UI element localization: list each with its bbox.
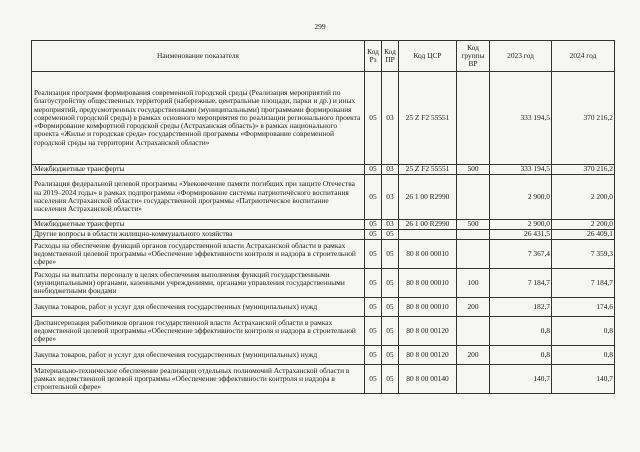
cell-vr: 200 <box>457 346 490 365</box>
cell-pr: 05 <box>382 298 399 317</box>
cell-y2024: 140,7 <box>552 365 615 394</box>
table-row <box>32 175 615 220</box>
header-2023: 2023 год <box>490 41 552 72</box>
table-row <box>32 317 615 346</box>
cell-pr: 05 <box>382 346 399 365</box>
cell-rz: 05 <box>365 230 382 240</box>
table-row <box>32 230 615 240</box>
cell-pr: 05 <box>382 365 399 394</box>
cell-y2023: 333 194,5 <box>490 72 552 165</box>
cell-name: Закупка товаров, работ и услуг для обеспечения государственных (муниципальных) нужд <box>32 346 365 365</box>
cell-y2024: 174,6 <box>552 298 615 317</box>
cell-pr: 03 <box>382 165 399 175</box>
header-vr: Код группы ВР <box>457 41 490 72</box>
cell-vr <box>457 230 490 240</box>
cell-csr: 80 8 00 00120 <box>399 346 457 365</box>
cell-name: Диспансеризация работников органов государственной власти Астраханской области в рамках ведомственной целевой программы «Обеспечение эффективности контроля и надзора в строительной сфере» <box>32 317 365 346</box>
cell-y2024: 26 409,1 <box>552 230 615 240</box>
table-row <box>32 365 615 394</box>
cell-y2023: 333 194,5 <box>490 165 552 175</box>
cell-vr <box>457 365 490 394</box>
cell-csr: 25 Z F2 55551 <box>399 165 457 175</box>
cell-y2023: 182,7 <box>490 298 552 317</box>
cell-vr <box>457 240 490 269</box>
cell-y2024: 0,8 <box>552 317 615 346</box>
table-row <box>32 72 615 165</box>
cell-pr: 05 <box>382 240 399 269</box>
header-csr: Код ЦСР <box>399 41 457 72</box>
cell-y2023: 7 367,4 <box>490 240 552 269</box>
table-row <box>32 240 615 269</box>
cell-rz: 05 <box>365 269 382 298</box>
cell-y2023: 26 431,5 <box>490 230 552 240</box>
cell-pr: 03 <box>382 175 399 220</box>
cell-name: Материально-техническое обеспечение реализации отдельных полномочий Астраханской области в рамках ведомственной целевой программы «Обеспечение эффективности контроля и надзора в строительной сфере» <box>32 365 365 394</box>
cell-csr: 26 1 00 R2990 <box>399 175 457 220</box>
cell-rz: 05 <box>365 317 382 346</box>
cell-csr <box>399 230 457 240</box>
cell-csr: 80 8 00 00010 <box>399 269 457 298</box>
header-name: Наименование показателя <box>32 41 365 72</box>
cell-vr: 100 <box>457 269 490 298</box>
header-rz: Код Рз <box>365 41 382 72</box>
cell-name: Реализация федеральной целевой программы «Увековечение памяти погибших при защите Отечества на 2019–2024 годы» в рамках подпрограммы «Формирование системы патриотического воспитания населения Астраханской области» государственной программы «Патриотическое воспитание населения Астраханской области» <box>32 175 365 220</box>
cell-y2023: 7 184,7 <box>490 269 552 298</box>
table-row <box>32 346 615 365</box>
cell-rz: 05 <box>365 175 382 220</box>
cell-vr <box>457 72 490 165</box>
budget-table <box>31 40 615 394</box>
cell-y2024: 7 184,7 <box>552 269 615 298</box>
cell-csr: 80 8 00 00120 <box>399 317 457 346</box>
cell-y2024: 2 200,0 <box>552 220 615 230</box>
cell-name: Расходы на выплаты персоналу в целях обеспечения выполнения функций государственными (муниципальными) органами, казенными учреждениями, органами управления государственными внебюджетными фондами <box>32 269 365 298</box>
cell-name: Другие вопросы в области жилищно-коммунального хозяйства <box>32 230 365 240</box>
cell-rz: 05 <box>365 365 382 394</box>
cell-y2024: 0,8 <box>552 346 615 365</box>
cell-pr: 05 <box>382 317 399 346</box>
cell-rz: 05 <box>365 72 382 165</box>
cell-rz: 05 <box>365 346 382 365</box>
cell-y2023: 140,7 <box>490 365 552 394</box>
cell-rz: 05 <box>365 220 382 230</box>
cell-csr: 25 Z F2 55551 <box>399 72 457 165</box>
cell-rz: 05 <box>365 298 382 317</box>
cell-pr: 05 <box>382 230 399 240</box>
table-row <box>32 165 615 175</box>
cell-name: Закупка товаров, работ и услуг для обеспечения государственных (муниципальных) нужд <box>32 298 365 317</box>
cell-y2023: 2 900,0 <box>490 175 552 220</box>
header-2024: 2024 год <box>552 41 615 72</box>
cell-rz: 05 <box>365 240 382 269</box>
cell-name: Межбюджетные трансферты <box>32 165 365 175</box>
cell-name: Межбюджетные трансферты <box>32 220 365 230</box>
cell-y2024: 2 200,0 <box>552 175 615 220</box>
cell-pr: 05 <box>382 269 399 298</box>
cell-pr: 03 <box>382 220 399 230</box>
cell-csr: 80 8 00 00010 <box>399 240 457 269</box>
header-pr: Код ПР <box>382 41 399 72</box>
table-row <box>32 298 615 317</box>
table-header-row <box>32 41 615 72</box>
cell-y2023: 0,8 <box>490 346 552 365</box>
cell-csr: 26 1 00 R2990 <box>399 220 457 230</box>
cell-name: Реализация программ формирования современной городской среды (Реализация мероприятий по благоустройству общественных территорий (набережные, центральные площади, парки и др.) и иных мероприятий, предусмотренных государственными (муниципальными) программами формирования современной городской среды) в рамках основного мероприятия по реализации регионального проекта «Формирование комфортной городской среды (Астраханская область)» в рамках национального проекта «Жилье и городская среда» государственной программы «Формирование современной городской среды на территории Астраханской области» <box>32 72 365 165</box>
cell-rz: 05 <box>365 165 382 175</box>
cell-vr: 500 <box>457 165 490 175</box>
cell-vr: 500 <box>457 220 490 230</box>
cell-name: Расходы на обеспечение функций органов государственной власти Астраханской области в рамках ведомственной целевой программы «Обеспечение эффективности контроля и надзора в строительной сфере» <box>32 240 365 269</box>
cell-y2024: 7 359,3 <box>552 240 615 269</box>
cell-vr <box>457 175 490 220</box>
cell-y2024: 370 216,2 <box>552 165 615 175</box>
cell-y2024: 370 216,2 <box>552 72 615 165</box>
table-row <box>32 220 615 230</box>
cell-csr: 80 8 00 00140 <box>399 365 457 394</box>
cell-csr: 80 8 00 00010 <box>399 298 457 317</box>
cell-y2023: 2 900,0 <box>490 220 552 230</box>
cell-vr <box>457 317 490 346</box>
page-number: 299 <box>314 22 326 31</box>
cell-pr: 03 <box>382 72 399 165</box>
cell-vr: 200 <box>457 298 490 317</box>
table-row <box>32 269 615 298</box>
cell-y2023: 0,8 <box>490 317 552 346</box>
